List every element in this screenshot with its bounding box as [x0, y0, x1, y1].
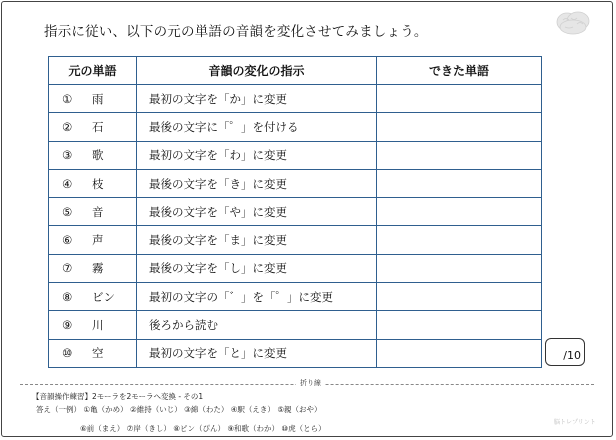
header-instruction: 音韻の変化の指示 — [137, 57, 377, 85]
item-number: ⑤ — [62, 204, 73, 219]
instruction-cell: 最初の文字を「と」に変更 — [137, 339, 377, 367]
original-word-cell — [49, 254, 137, 282]
worksheet-table — [48, 56, 542, 368]
item-number: ⑩ — [62, 346, 73, 361]
instruction-cell: 最初の文字を「わ」に変更 — [137, 141, 377, 169]
original-word-cell — [49, 141, 137, 169]
original-word: 枝 — [92, 176, 104, 191]
instruction-cell: 最後の文字を「し」に変更 — [137, 254, 377, 282]
brain-icon — [555, 10, 591, 38]
original-word: ビン — [92, 289, 115, 304]
table-row — [49, 283, 542, 311]
answer-cell[interactable] — [377, 85, 542, 113]
item-number: ⑥ — [62, 233, 73, 248]
header-result-word: できた単語 — [377, 57, 542, 85]
answer-cell[interactable] — [377, 113, 542, 141]
original-word-cell — [49, 85, 137, 113]
original-word-cell — [49, 198, 137, 226]
original-word: 霧 — [92, 261, 104, 276]
item-number: ④ — [62, 176, 73, 191]
original-word: 雨 — [92, 91, 104, 106]
item-number: ⑧ — [62, 289, 73, 304]
answer-cell[interactable] — [377, 254, 542, 282]
answer-cell[interactable] — [377, 226, 542, 254]
table-row — [49, 226, 542, 254]
instruction-cell: 最後の文字に「゜」を付ける — [137, 113, 377, 141]
table-row — [49, 198, 542, 226]
table-row — [49, 254, 542, 282]
table-row — [49, 339, 542, 367]
answer-cell[interactable] — [377, 169, 542, 197]
original-word: 石 — [92, 119, 104, 134]
original-word-cell — [49, 169, 137, 197]
answer-key-line-2: ⑥前（まえ） ⑦岸（きし） ⑧ピン（ぴん） ⑨和歌（わか） ⑩虎（とら） — [80, 424, 326, 433]
item-number: ① — [62, 91, 73, 106]
table-row — [49, 85, 542, 113]
answer-cell[interactable] — [377, 141, 542, 169]
original-word: 歌 — [92, 148, 104, 163]
fold-label: 折り線 — [296, 378, 325, 388]
answer-key-line-1: 答え（一例） ①亀（かめ） ②維持（いじ） ③綿（わた） ④駅（えき） ⑤親（おや） — [36, 405, 322, 414]
instruction-cell: 最後の文字を「き」に変更 — [137, 169, 377, 197]
instruction-cell: 後ろから読む — [137, 311, 377, 339]
original-word: 音 — [92, 204, 104, 219]
item-number: ② — [62, 119, 73, 134]
original-word-cell — [49, 311, 137, 339]
table-row — [49, 311, 542, 339]
table-row — [49, 169, 542, 197]
score-box[interactable] — [545, 338, 585, 366]
original-word-cell — [49, 113, 137, 141]
table-header-row — [49, 57, 542, 85]
table-row — [49, 113, 542, 141]
item-number: ⑦ — [62, 261, 73, 276]
table-row — [49, 141, 542, 169]
footer-title: 【音韻操作練習】2モーラを2モーラへ変換 - その1 — [32, 392, 204, 401]
original-word-cell — [49, 226, 137, 254]
answer-cell[interactable] — [377, 311, 542, 339]
answer-cell[interactable] — [377, 283, 542, 311]
credit-text: 脳トレプリント — [554, 419, 596, 426]
instruction-text: 指示に従い、以下の元の単語の音韻を変化させてみましょう。 — [44, 24, 428, 40]
original-word-cell — [49, 339, 137, 367]
item-number: ③ — [62, 148, 73, 163]
instruction-cell: 最初の文字を「か」に変更 — [137, 85, 377, 113]
answer-cell[interactable] — [377, 339, 542, 367]
header-original-word: 元の単語 — [49, 57, 137, 85]
instruction-cell: 最後の文字を「ま」に変更 — [137, 226, 377, 254]
original-word: 川 — [92, 318, 104, 333]
instruction-cell: 最初の文字の「゛」を「゜」に変更 — [137, 283, 377, 311]
answer-cell[interactable] — [377, 198, 542, 226]
original-word: 声 — [92, 233, 104, 248]
item-number: ⑨ — [62, 318, 73, 333]
original-word: 空 — [92, 346, 104, 361]
score-total: /10 — [563, 349, 581, 362]
instruction-cell: 最後の文字を「や」に変更 — [137, 198, 377, 226]
original-word-cell — [49, 283, 137, 311]
